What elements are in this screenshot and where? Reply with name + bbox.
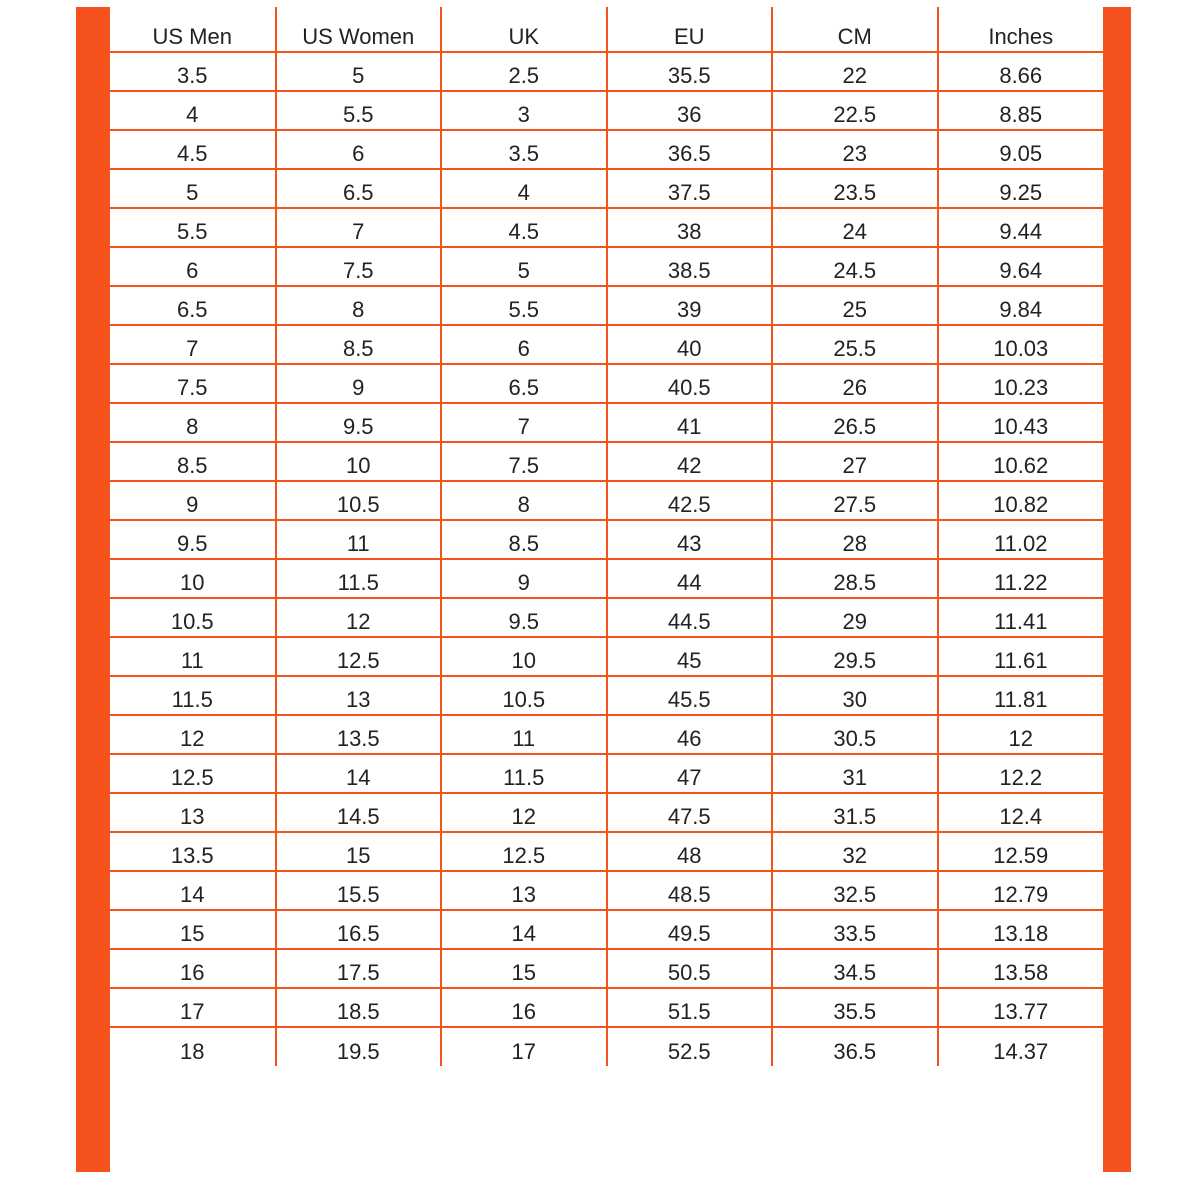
table-row: [110, 637, 1103, 676]
table-row: [110, 481, 1103, 520]
table-cell: 12.2: [938, 754, 1104, 793]
table-row: [110, 793, 1103, 832]
column-header: EU: [607, 7, 773, 52]
table-cell: 15: [110, 910, 276, 949]
table-cell: 11.81: [938, 676, 1104, 715]
table-cell: 40.5: [607, 364, 773, 403]
table-cell: 40: [607, 325, 773, 364]
table-row: [110, 598, 1103, 637]
table-cell: 13: [276, 676, 442, 715]
table-cell: 11: [276, 520, 442, 559]
table-cell: 13.5: [276, 715, 442, 754]
table-cell: 30.5: [772, 715, 938, 754]
table-row: [110, 715, 1103, 754]
table-cell: 13: [110, 793, 276, 832]
table-cell: 16.5: [276, 910, 442, 949]
table-cell: 12.5: [110, 754, 276, 793]
table-cell: 9.05: [938, 130, 1104, 169]
table-cell: 49.5: [607, 910, 773, 949]
table-cell: 47: [607, 754, 773, 793]
header-row: [110, 7, 1103, 52]
table-cell: 9.64: [938, 247, 1104, 286]
column-header: UK: [441, 7, 607, 52]
table-cell: 11: [441, 715, 607, 754]
table-row: [110, 403, 1103, 442]
table-cell: 22.5: [772, 91, 938, 130]
table-body: [110, 52, 1103, 1066]
table-cell: 8.5: [110, 442, 276, 481]
size-chart-area: [110, 7, 1103, 1172]
table-cell: 19.5: [276, 1027, 442, 1066]
table-cell: 3: [441, 91, 607, 130]
table-cell: 6.5: [276, 169, 442, 208]
table-cell: 7.5: [276, 247, 442, 286]
table-row: [110, 208, 1103, 247]
size-conversion-table: [110, 7, 1103, 1066]
table-cell: 11.5: [276, 559, 442, 598]
table-cell: 9.44: [938, 208, 1104, 247]
table-cell: 14: [110, 871, 276, 910]
table-cell: 10.82: [938, 481, 1104, 520]
table-cell: 38.5: [607, 247, 773, 286]
table-cell: 12.59: [938, 832, 1104, 871]
table-cell: 13.77: [938, 988, 1104, 1027]
table-cell: 12: [938, 715, 1104, 754]
table-cell: 3.5: [110, 52, 276, 91]
column-header: US Women: [276, 7, 442, 52]
table-cell: 4.5: [110, 130, 276, 169]
table-cell: 11.41: [938, 598, 1104, 637]
table-cell: 12: [110, 715, 276, 754]
table-cell: 10.5: [110, 598, 276, 637]
table-cell: 22: [772, 52, 938, 91]
table-cell: 9.25: [938, 169, 1104, 208]
table-cell: 5.5: [276, 91, 442, 130]
table-cell: 12.4: [938, 793, 1104, 832]
table-cell: 16: [110, 949, 276, 988]
table-cell: 16: [441, 988, 607, 1027]
table-cell: 28: [772, 520, 938, 559]
table-cell: 9.5: [441, 598, 607, 637]
table-cell: 12: [441, 793, 607, 832]
table-cell: 52.5: [607, 1027, 773, 1066]
table-cell: 14: [441, 910, 607, 949]
table-cell: 10.62: [938, 442, 1104, 481]
table-cell: 5: [441, 247, 607, 286]
table-cell: 10.5: [441, 676, 607, 715]
table-cell: 13.58: [938, 949, 1104, 988]
table-cell: 12.5: [276, 637, 442, 676]
table-cell: 39: [607, 286, 773, 325]
table-cell: 32.5: [772, 871, 938, 910]
table-cell: 5: [276, 52, 442, 91]
table-cell: 14.5: [276, 793, 442, 832]
table-cell: 42: [607, 442, 773, 481]
table-cell: 14: [276, 754, 442, 793]
table-cell: 30: [772, 676, 938, 715]
table-cell: 11.61: [938, 637, 1104, 676]
table-cell: 10.43: [938, 403, 1104, 442]
table-cell: 36.5: [772, 1027, 938, 1066]
table-cell: 7.5: [441, 442, 607, 481]
table-row: [110, 442, 1103, 481]
table-cell: 4: [441, 169, 607, 208]
table-cell: 23.5: [772, 169, 938, 208]
table-cell: 9: [110, 481, 276, 520]
table-cell: 6: [110, 247, 276, 286]
table-row: [110, 52, 1103, 91]
table-cell: 13.18: [938, 910, 1104, 949]
table-cell: 38: [607, 208, 773, 247]
table-cell: 17.5: [276, 949, 442, 988]
table-cell: 27: [772, 442, 938, 481]
table-cell: 9: [441, 559, 607, 598]
table-cell: 48: [607, 832, 773, 871]
table-cell: 29: [772, 598, 938, 637]
table-cell: 42.5: [607, 481, 773, 520]
table-cell: 15: [276, 832, 442, 871]
table-cell: 36.5: [607, 130, 773, 169]
table-row: [110, 832, 1103, 871]
table-cell: 13.5: [110, 832, 276, 871]
table-row: [110, 871, 1103, 910]
table-cell: 15: [441, 949, 607, 988]
table-cell: 15.5: [276, 871, 442, 910]
table-cell: 3.5: [441, 130, 607, 169]
table-cell: 5.5: [441, 286, 607, 325]
table-cell: 51.5: [607, 988, 773, 1027]
table-cell: 14.37: [938, 1027, 1104, 1066]
column-header: Inches: [938, 7, 1104, 52]
table-cell: 6.5: [441, 364, 607, 403]
table-cell: 7: [110, 325, 276, 364]
table-cell: 10.23: [938, 364, 1104, 403]
table-cell: 24: [772, 208, 938, 247]
table-cell: 8.85: [938, 91, 1104, 130]
table-cell: 7.5: [110, 364, 276, 403]
table-cell: 31.5: [772, 793, 938, 832]
table-cell: 8: [276, 286, 442, 325]
table-cell: 44.5: [607, 598, 773, 637]
table-cell: 8: [110, 403, 276, 442]
table-cell: 10: [110, 559, 276, 598]
table-cell: 32: [772, 832, 938, 871]
table-cell: 9: [276, 364, 442, 403]
table-cell: 5.5: [110, 208, 276, 247]
table-cell: 47.5: [607, 793, 773, 832]
table-cell: 11.22: [938, 559, 1104, 598]
table-cell: 9.5: [110, 520, 276, 559]
table-cell: 8.66: [938, 52, 1104, 91]
table-cell: 10.03: [938, 325, 1104, 364]
table-cell: 18: [110, 1027, 276, 1066]
table-cell: 6.5: [110, 286, 276, 325]
table-cell: 4.5: [441, 208, 607, 247]
table-cell: 12.5: [441, 832, 607, 871]
table-cell: 8.5: [276, 325, 442, 364]
table-cell: 7: [276, 208, 442, 247]
table-cell: 5: [110, 169, 276, 208]
table-cell: 11: [110, 637, 276, 676]
table-cell: 9.5: [276, 403, 442, 442]
table-cell: 25: [772, 286, 938, 325]
table-cell: 10: [276, 442, 442, 481]
table-cell: 26: [772, 364, 938, 403]
table-cell: 41: [607, 403, 773, 442]
table-cell: 11.5: [110, 676, 276, 715]
table-row: [110, 676, 1103, 715]
table-cell: 9.84: [938, 286, 1104, 325]
table-cell: 29.5: [772, 637, 938, 676]
table-row: [110, 559, 1103, 598]
table-cell: 8.5: [441, 520, 607, 559]
table-cell: 50.5: [607, 949, 773, 988]
table-cell: 25.5: [772, 325, 938, 364]
table-cell: 4: [110, 91, 276, 130]
table-cell: 27.5: [772, 481, 938, 520]
table-cell: 8: [441, 481, 607, 520]
table-row: [110, 949, 1103, 988]
table-cell: 13: [441, 871, 607, 910]
table-cell: 31: [772, 754, 938, 793]
column-header: US Men: [110, 7, 276, 52]
table-row: [110, 91, 1103, 130]
table-cell: 17: [110, 988, 276, 1027]
table-cell: 18.5: [276, 988, 442, 1027]
table-cell: 11.02: [938, 520, 1104, 559]
table-cell: 43: [607, 520, 773, 559]
table-row: [110, 520, 1103, 559]
table-cell: 23: [772, 130, 938, 169]
table-row: [110, 988, 1103, 1027]
table-cell: 33.5: [772, 910, 938, 949]
table-cell: 10.5: [276, 481, 442, 520]
table-cell: 36: [607, 91, 773, 130]
table-cell: 7: [441, 403, 607, 442]
table-cell: 48.5: [607, 871, 773, 910]
table-row: [110, 130, 1103, 169]
table-row: [110, 1027, 1103, 1066]
table-cell: 11.5: [441, 754, 607, 793]
table-row: [110, 247, 1103, 286]
table-cell: 26.5: [772, 403, 938, 442]
table-row: [110, 364, 1103, 403]
table-row: [110, 169, 1103, 208]
table-row: [110, 910, 1103, 949]
table-cell: 46: [607, 715, 773, 754]
table-row: [110, 325, 1103, 364]
table-cell: 6: [441, 325, 607, 364]
table-cell: 24.5: [772, 247, 938, 286]
table-cell: 34.5: [772, 949, 938, 988]
table-cell: 17: [441, 1027, 607, 1066]
table-cell: 28.5: [772, 559, 938, 598]
table-cell: 12: [276, 598, 442, 637]
table-cell: 6: [276, 130, 442, 169]
table-cell: 37.5: [607, 169, 773, 208]
table-cell: 45: [607, 637, 773, 676]
column-header: CM: [772, 7, 938, 52]
table-row: [110, 286, 1103, 325]
table-cell: 44: [607, 559, 773, 598]
table-row: [110, 754, 1103, 793]
table-cell: 35.5: [772, 988, 938, 1027]
table-cell: 12.79: [938, 871, 1104, 910]
table-cell: 45.5: [607, 676, 773, 715]
table-cell: 35.5: [607, 52, 773, 91]
table-cell: 10: [441, 637, 607, 676]
table-cell: 2.5: [441, 52, 607, 91]
